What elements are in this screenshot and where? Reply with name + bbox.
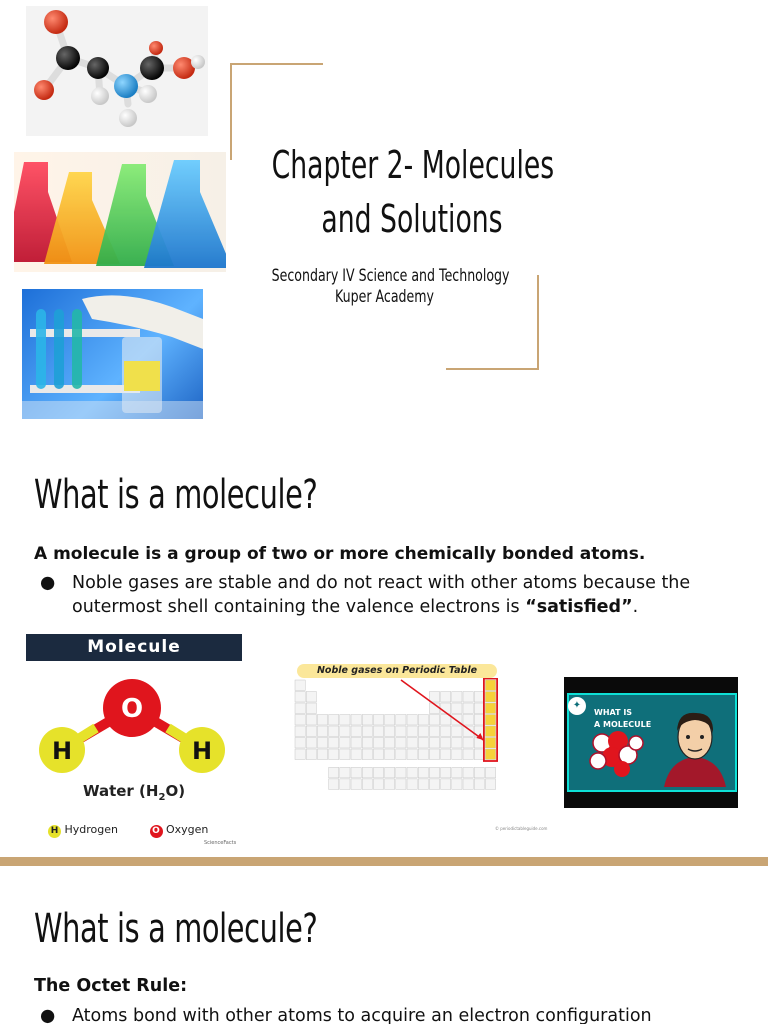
element-cell — [385, 779, 395, 790]
hydrogen-label-left: H — [51, 737, 73, 765]
element-cell — [362, 779, 372, 790]
element-cell — [396, 749, 406, 760]
octet-rule-slide — [0, 866, 768, 1024]
element-cell — [351, 749, 361, 760]
element-cell — [362, 749, 372, 760]
legend-hydrogen-badge: H — [48, 825, 61, 838]
element-cell — [474, 767, 484, 778]
element-cell — [351, 779, 361, 790]
element-cell — [418, 779, 428, 790]
element-cell — [429, 738, 439, 749]
element-cell — [340, 738, 350, 749]
octet-rule-label: The Octet Rule: — [34, 976, 188, 996]
element-cell — [373, 715, 383, 726]
element-cell — [463, 767, 473, 778]
element-cell — [306, 703, 316, 714]
noble-gas-bullet — [40, 571, 740, 619]
periodic-table-image — [283, 662, 553, 834]
element-cell — [463, 779, 473, 790]
hydrogen-label-right: H — [191, 737, 213, 765]
element-cell — [485, 738, 495, 749]
bullet-dot: ● — [40, 1006, 56, 1024]
element-cell — [373, 738, 383, 749]
element-cell — [295, 692, 305, 703]
element-cell — [340, 749, 350, 760]
octet-bullet-text: Atoms bond with other atoms to acquire an electron configuration — [72, 1006, 652, 1024]
test-tubes-photo — [22, 289, 203, 419]
element-cell — [362, 767, 372, 778]
periodic-credit: © periodictableguide.com — [495, 826, 548, 831]
element-cell — [295, 715, 305, 726]
video-title — [594, 707, 651, 731]
element-cell — [351, 738, 361, 749]
element-cell — [429, 779, 439, 790]
element-cell — [295, 738, 305, 749]
element-cell — [306, 738, 316, 749]
video-title-line1: WHAT IS — [594, 708, 633, 717]
bullet-dot: ● — [40, 573, 56, 593]
element-cell — [463, 715, 473, 726]
element-cell — [474, 779, 484, 790]
element-cell — [418, 767, 428, 778]
element-cell — [351, 715, 361, 726]
element-cell — [452, 703, 462, 714]
periodic-table-grid — [283, 678, 553, 834]
chapter-title — [232, 138, 592, 246]
title-slide — [0, 0, 768, 432]
octet-bullet — [40, 1004, 740, 1024]
element-cell — [441, 767, 451, 778]
element-cell — [485, 749, 495, 760]
subtitle-school: Kuper Academy — [335, 287, 434, 307]
element-cell — [474, 749, 484, 760]
element-cell — [306, 692, 316, 703]
caption-subscript: 2 — [158, 792, 166, 803]
element-cell — [418, 749, 428, 760]
element-cell — [452, 726, 462, 737]
diagram-legend — [48, 823, 238, 838]
element-cell — [329, 779, 339, 790]
element-cell — [295, 703, 305, 714]
element-cell — [485, 703, 495, 714]
element-cell — [396, 726, 406, 737]
element-cell — [385, 726, 395, 737]
element-cell — [385, 738, 395, 749]
element-cell — [418, 715, 428, 726]
element-cell — [407, 779, 417, 790]
element-cell — [351, 726, 361, 737]
molecule-definition: A molecule is a group of two or more chemically bonded atoms. — [34, 544, 646, 564]
caption-end: O) — [165, 782, 186, 800]
bullet-line-2-text: outermost shell containing the valence electrons is — [72, 597, 526, 617]
molecule-model-photo — [26, 6, 208, 136]
element-cell — [429, 715, 439, 726]
element-cell — [463, 738, 473, 749]
slide-heading: What is a molecule? — [34, 906, 318, 952]
subtitle-course: Secondary IV Science and Technology — [271, 266, 510, 286]
element-cell — [396, 738, 406, 749]
element-cell — [429, 726, 439, 737]
element-cell — [452, 749, 462, 760]
element-cell — [441, 692, 451, 703]
video-logo-icon: ✦ — [568, 697, 586, 715]
element-cell — [306, 749, 316, 760]
chapter-title-line2: and Solutions — [321, 197, 503, 241]
chapter-title-line1: Chapter 2- Molecules — [271, 143, 555, 187]
element-cell — [485, 680, 495, 691]
element-cell — [485, 767, 495, 778]
element-cell — [407, 749, 417, 760]
element-cell — [485, 692, 495, 703]
element-cell — [385, 749, 395, 760]
molecule-definition-slide — [0, 432, 768, 857]
element-cell — [463, 692, 473, 703]
element-cell — [474, 703, 484, 714]
element-cell — [452, 692, 462, 703]
element-cell — [485, 715, 495, 726]
periodic-banner: Noble gases on Periodic Table — [297, 664, 497, 678]
element-cell — [407, 726, 417, 737]
element-cell — [329, 738, 339, 749]
element-cell — [452, 738, 462, 749]
element-cell — [441, 779, 451, 790]
diagram-credit: ScienceFacts — [204, 840, 237, 846]
bullet-end: . — [632, 597, 639, 617]
element-cell — [373, 726, 383, 737]
legend-oxygen: Oxygen — [166, 823, 209, 836]
water-caption — [26, 782, 242, 803]
caption-text: Water (H — [82, 782, 159, 800]
water-molecule-drawing — [26, 664, 242, 784]
element-cell — [317, 715, 327, 726]
element-cell — [463, 703, 473, 714]
element-cell — [373, 767, 383, 778]
element-cell — [385, 767, 395, 778]
element-cell — [407, 715, 417, 726]
slide-divider — [0, 857, 768, 866]
element-cell — [429, 767, 439, 778]
element-cell — [441, 738, 451, 749]
element-cell — [396, 779, 406, 790]
element-cell — [329, 749, 339, 760]
element-cell — [474, 715, 484, 726]
element-cell — [362, 738, 372, 749]
element-cell — [474, 692, 484, 703]
what-is-a-molecule-video[interactable] — [564, 677, 738, 808]
element-cell — [340, 779, 350, 790]
video-title-line2: A MOLECULE — [594, 720, 652, 729]
element-cell — [340, 726, 350, 737]
video-molecule-icon — [588, 729, 648, 779]
element-cell — [396, 715, 406, 726]
element-cell — [485, 726, 495, 737]
video-presenter-cartoon — [660, 703, 730, 787]
water-molecule-diagram — [26, 634, 242, 850]
element-cell — [441, 749, 451, 760]
bullet-line-2 — [72, 595, 740, 619]
element-cell — [317, 726, 327, 737]
element-cell — [385, 715, 395, 726]
legend-hydrogen: Hydrogen — [64, 823, 118, 836]
chapter-subtitle — [232, 266, 537, 308]
bullet-bold-term: “satisfied” — [525, 597, 633, 617]
element-cell — [329, 726, 339, 737]
element-cell — [396, 767, 406, 778]
element-cell — [407, 738, 417, 749]
element-cell — [485, 779, 495, 790]
element-cell — [452, 767, 462, 778]
element-cell — [317, 749, 327, 760]
bullet-line-1: Noble gases are stable and do not react with other atoms because the — [72, 573, 691, 593]
element-cell — [329, 715, 339, 726]
element-cell — [452, 779, 462, 790]
element-cell — [362, 726, 372, 737]
element-cell — [295, 749, 305, 760]
element-cell — [317, 738, 327, 749]
element-cell — [340, 767, 350, 778]
flasks-photo — [14, 152, 226, 272]
element-cell — [463, 749, 473, 760]
element-cell — [441, 726, 451, 737]
element-cell — [295, 680, 305, 691]
element-cell — [362, 715, 372, 726]
element-cell — [306, 726, 316, 737]
element-cell — [429, 749, 439, 760]
diagram-banner: Molecule — [26, 634, 242, 661]
element-cell — [351, 767, 361, 778]
element-cell — [373, 749, 383, 760]
element-cell — [373, 779, 383, 790]
element-cell — [329, 767, 339, 778]
slide-heading: What is a molecule? — [34, 472, 318, 518]
legend-oxygen-badge: O — [150, 825, 163, 838]
element-cell — [407, 767, 417, 778]
element-cell — [340, 715, 350, 726]
element-cell — [429, 692, 439, 703]
element-cell — [418, 738, 428, 749]
element-cell — [306, 715, 316, 726]
element-cell — [418, 726, 428, 737]
oxygen-label: O — [120, 694, 144, 724]
element-cell — [295, 726, 305, 737]
